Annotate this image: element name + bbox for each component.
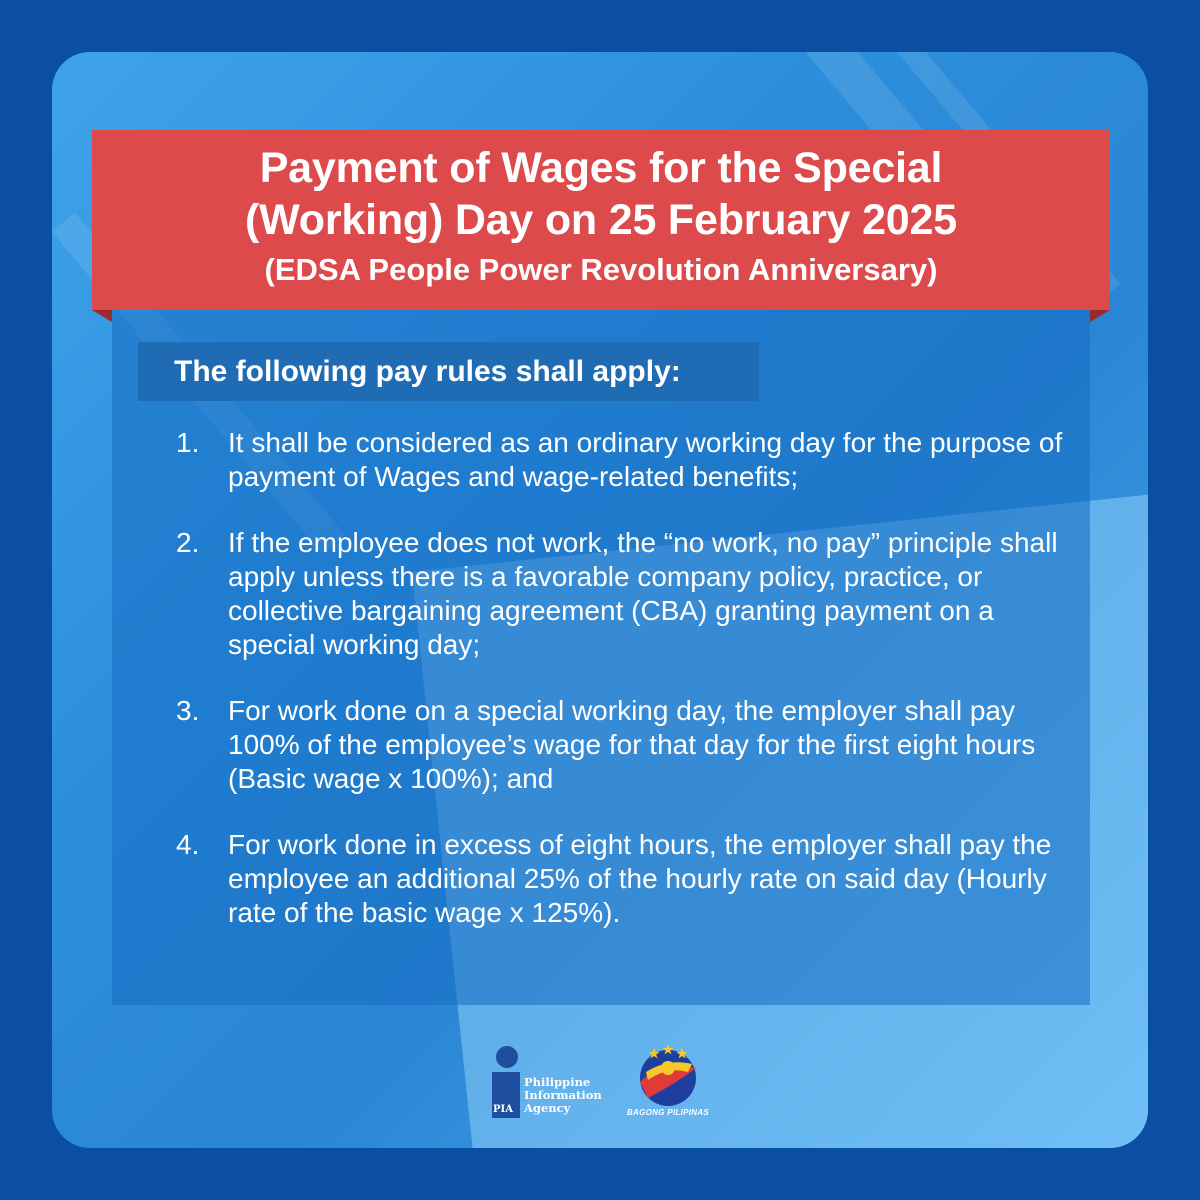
rule-number: 4. <box>176 829 200 860</box>
rules-list <box>176 426 1076 962</box>
banner-fold-left <box>92 310 112 322</box>
bagong-pilipinas-text: BAGONG PILIPINAS <box>626 1108 710 1117</box>
rule-text: For work done in excess of eight hours, the employer shall pay the employee an additional 25% of the hourly rate on said day (Hourly rate of the basic wage x 125%). <box>228 829 1052 928</box>
list-item <box>176 694 1076 796</box>
logos <box>490 1042 730 1122</box>
banner-fold-right <box>1090 310 1110 322</box>
rule-text: It shall be considered as an ordinary working day for the purpose of payment of Wages and wage-related benefits; <box>228 427 1063 492</box>
bagong-pilipinas-logo-icon <box>618 1042 718 1122</box>
rule-number: 3. <box>176 695 200 726</box>
rule-number: 2. <box>176 527 200 558</box>
pia-name: Philippine Information Agency <box>524 1075 602 1115</box>
list-item <box>176 426 1076 494</box>
list-item <box>176 828 1076 930</box>
pia-logo-icon <box>490 1046 600 1122</box>
title-banner <box>92 130 1110 310</box>
title-line-1: Payment of Wages for the Special <box>259 144 943 192</box>
rule-text: If the employee does not work, the “no work, no pay” principle shall apply unless there is a favorable company policy, practice, or collective bargaining agreement (CBA) granting payment on a special working day; <box>228 527 1058 660</box>
pia-abbr: PIA <box>493 1104 513 1115</box>
bagong-pilipinas-emblem-icon <box>618 1042 718 1108</box>
rule-text: For work done on a special working day, the employer shall pay 100% of the employee’s wage for that day for the first eight hours (Basic wage x 100%); and <box>228 695 1036 794</box>
rules-label: The following pay rules shall apply: <box>138 342 759 401</box>
title-line-2: (Working) Day on 25 February 2025 <box>245 196 957 244</box>
subtitle: (EDSA People Power Revolution Anniversary) <box>264 252 938 287</box>
rule-number: 1. <box>176 427 200 458</box>
list-item <box>176 526 1076 662</box>
